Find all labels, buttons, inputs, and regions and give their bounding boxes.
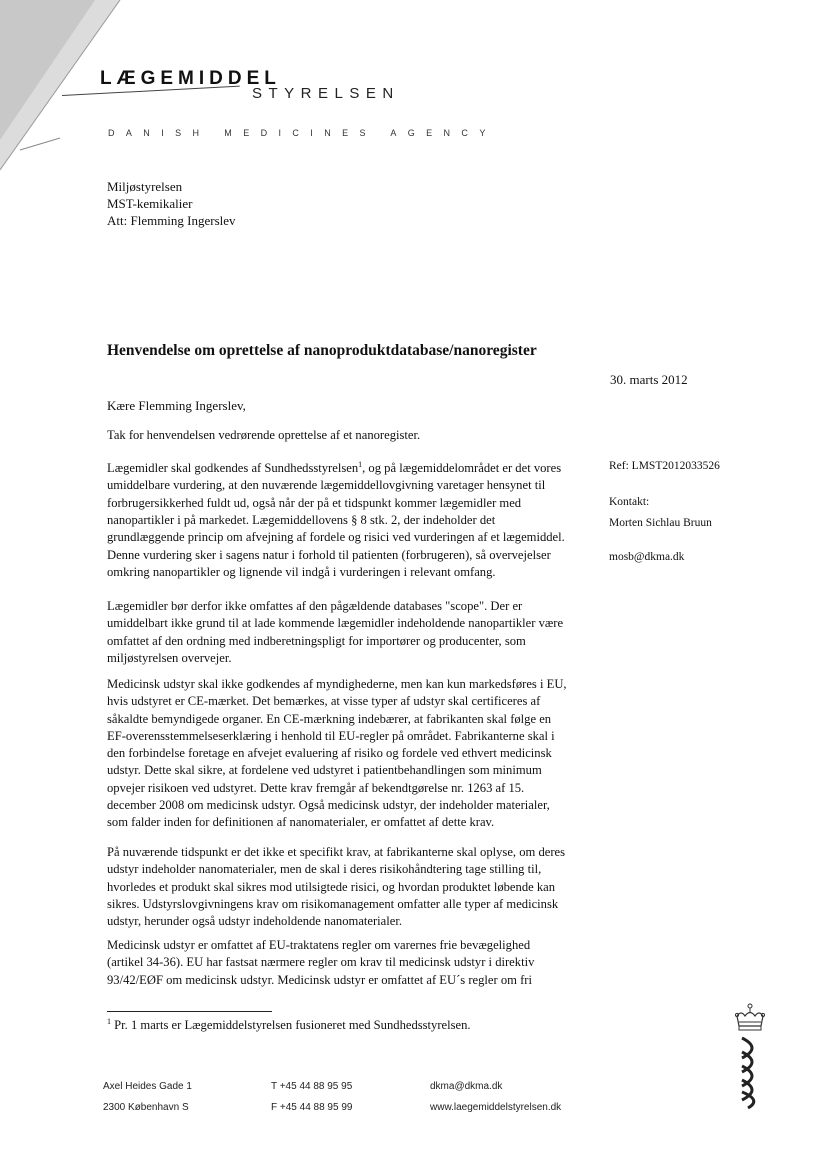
paragraph-5: Medicinsk udstyr er omfattet af EU-traktatens regler om varernes frie bevægelighed (artikel 34-36). EU har fastsat nærmere regler om krav til medicinsk udstyr i direktiv 93/42/EØF om medicinsk udstyr. Medicinsk udstyr er omfattet af EU´s regler om fri <box>107 938 535 987</box>
reference-number: Ref: LMST2012033526 <box>609 460 720 472</box>
waves-emblem-icon <box>738 1034 766 1110</box>
footnote-divider <box>107 1011 272 1012</box>
contact-label: Kontakt: <box>609 496 650 508</box>
footer-street: Axel Heides Gade 1 <box>103 1081 192 1092</box>
paragraph-2: Lægemidler bør derfor ikke omfattes af den pågældende databases "scope". Der er umiddelbart ikke grund til at lade kommende lægemidler indeholdende nanopartikler være omfattet af den ordning med indberetningspligt for importører og producenter, som miljøstyrelsen overvejer. <box>107 599 564 665</box>
logo-agency-tagline: DANISH MEDICINES AGENCY <box>108 128 497 138</box>
salutation: Kære Flemming Ingerslev, <box>107 398 246 413</box>
footer-phone-fax <box>271 1076 352 1118</box>
recipient-line: Att: Flemming Ingerslev <box>107 213 236 228</box>
paragraph-3: Medicinsk udstyr skal ikke godkendes af myndighederne, men kan kun markedsføres i EU, hvis udstyret er CE-mærket. Det bemærkes, at visse typer af udstyr skal certificeres af såkaldte bemyndigede organer. En CE-mærkning indebærer, at fabrikanten skal følge en EF-overensstemmelseserklæring i henhold til EU-regler på området. Fabrikanterne skal i den forbindelse foretage en afvejet evaluering af risiko og fordele ved ethvert medicinsk udstyr. Dette skal sikre, at fordelene ved udstyret i patientbehandlingen som minimum opvejer risikoen ved udstyret. Dette krav fremgår af bekendtgørelse nr. 1263 af 15. december 2008 om medicinsk udstyr. Også medicinsk udstyr, der indeholder materialer, som falder inden for definitionen af nanomaterialer, er omfattet af dette krav. <box>107 677 567 830</box>
footnote-mark: 1 <box>107 1017 111 1026</box>
letter-date: 30. marts 2012 <box>610 372 688 387</box>
footer-city: 2300 København S <box>103 1102 189 1113</box>
crown-icon <box>732 1002 768 1034</box>
paragraph-1-start: Lægemidler skal godkendes af Sundhedsstyrelsen <box>107 461 359 476</box>
letter-subject: Henvendelse om oprettelse af nanoproduktdatabase/nanoregister <box>107 342 537 359</box>
page-fold-corner <box>0 0 140 180</box>
footnote-reference: 1 <box>358 460 363 469</box>
paragraph-intro: Tak for henvendelsen vedrørende oprettelse af et nanoregister. <box>107 428 421 442</box>
contact-block <box>609 494 712 532</box>
contact-name: Morten Sichlau Bruun <box>609 517 712 529</box>
footer-phone: T +45 44 88 95 95 <box>271 1081 353 1092</box>
recipient-address <box>107 178 236 229</box>
footer-email[interactable]: dkma@dkma.dk <box>430 1081 503 1092</box>
contact-email[interactable]: mosb@dkma.dk <box>609 551 685 563</box>
footer-website[interactable]: www.laegemiddelstyrelsen.dk <box>430 1102 562 1113</box>
footer-address <box>103 1076 192 1118</box>
recipient-line: MST-kemikalier <box>107 196 193 211</box>
logo-styrelsen: STYRELSEN <box>252 85 400 102</box>
recipient-line: Miljøstyrelsen <box>107 179 183 194</box>
paragraph-4: På nuværende tidspunkt er det ikke et specifikt krav, at fabrikanterne skal oplyse, om deres udstyr indeholder nanomaterialer, men de skal i deres risikohåndtering tage stilling til, hvorledes et produkt skal sikres mod utilsigtede risici, og hvordan produktet løbende kan sikres. Udstyrslovgivningens krav om risikomanagement omfatter alle typer af medicinsk udstyr, herunder også udstyr indeholdende nanomaterialer. <box>107 845 566 929</box>
footer-contact <box>430 1076 561 1118</box>
logo-laegemiddel: LÆGEMIDDEL <box>100 68 281 89</box>
paragraph-1-rest: , og på lægemiddelområdet er det vores umiddelbare vurdering, at den nuværende lægemiddellovgivning varetager hensynet til forbrugersikkerhed fuldt ud, også når der på et tidspunkt kommer lægemidler med nanopartikler i på markedet. Lægemiddellovens § 8 stk. 2, der indeholder det grundlæggende princip om afvejning af fordele og risici ved vurderingen af et lægemiddel. Denne vurdering sker i sagens natur i forhold til patienten (forbrugeren), så overvejelser omkring nanopartikler og lignende vil indgå i vurderingen i relevant omfang. <box>107 461 565 579</box>
footnote <box>107 1017 471 1033</box>
paragraph-1 <box>107 456 569 581</box>
footer-fax: F +45 44 88 95 99 <box>271 1102 353 1113</box>
footnote-text: Pr. 1 marts er Lægemiddelstyrelsen fusioneret med Sundhedsstyrelsen. <box>114 1018 471 1033</box>
